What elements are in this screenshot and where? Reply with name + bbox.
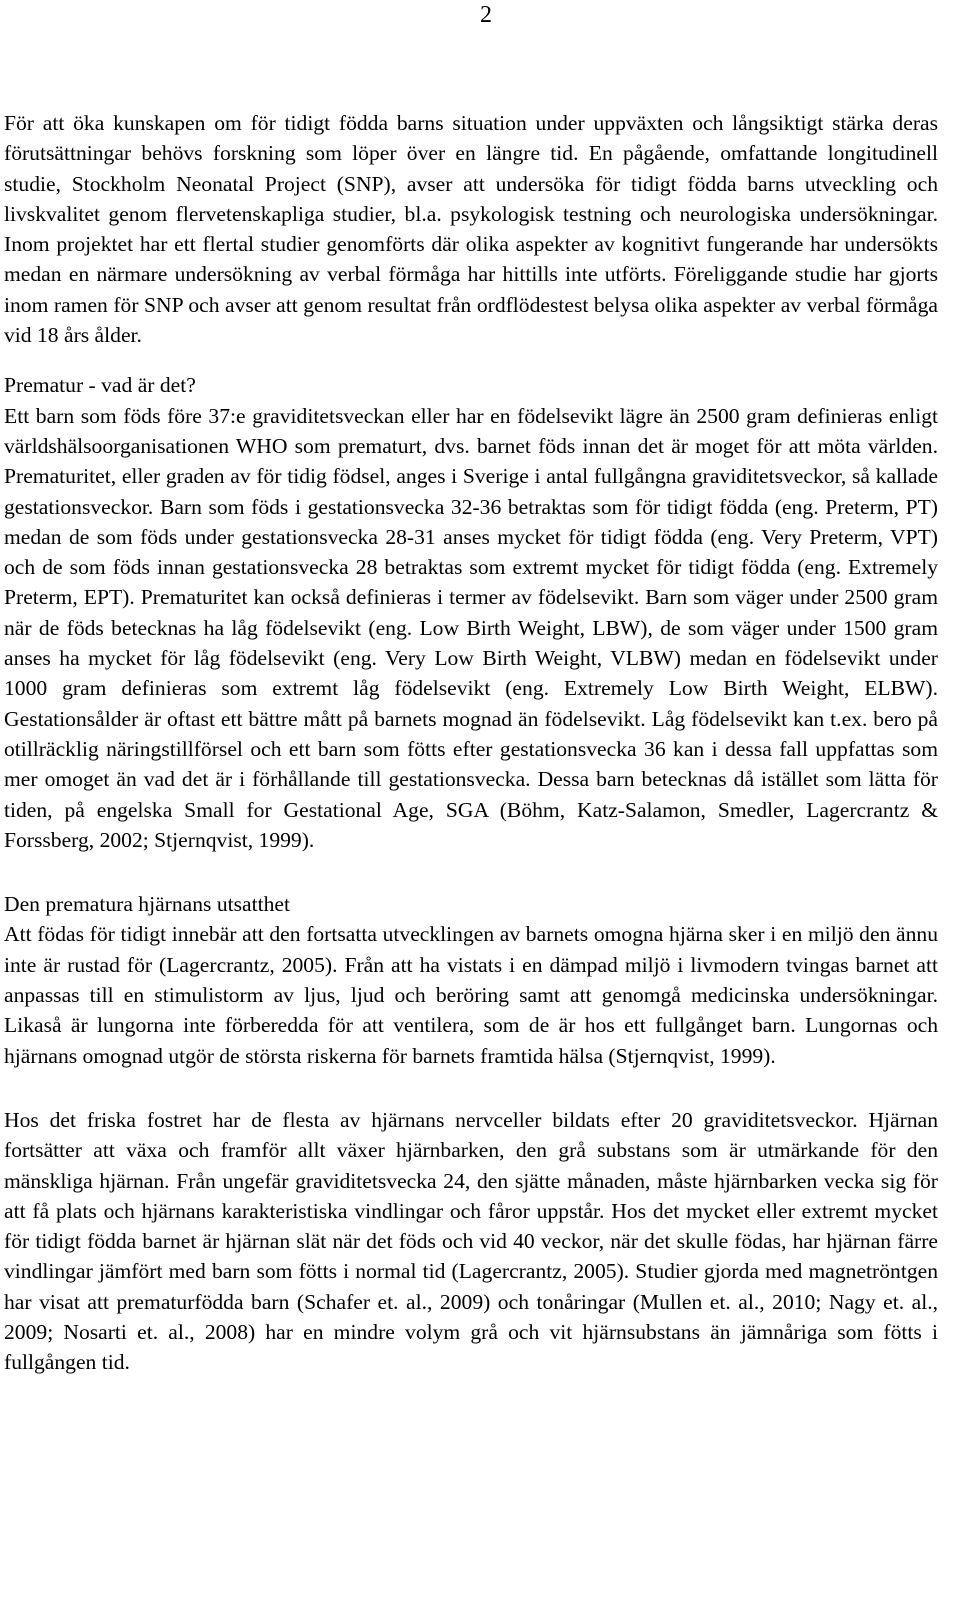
hjarna-paragraph-1: Att födas för tidigt innebär att den fortsatta utvecklingen av barnets omogna hjärna sker i en miljö den ännu inte är rustad för (Lagercrantz, 2005). Från att ha vistats i en dämpad miljö i livmodern tvingas barnet att anpassas till en stimulistorm av ljus, ljud och beröring samt att genomgå medicinska undersökningar. Likaså är lungorna inte förberedda för att ventilera, som de är hos ett fullgånget barn. Lungornas och hjärnans omognad utgör de största riskerna för barnets framtida hälsa (Stjernqvist, 1999). [4, 922, 938, 1068]
document-body [4, 108, 938, 1378]
heading-hjarna: Den prematura hjärnans utsatthet [4, 892, 291, 917]
prematur-paragraph: Ett barn som föds före 37:e graviditetsveckan eller har en födelsevikt lägre än 2500 gram definieras enligt världshälsoorganisationen WHO som prematurt, dvs. barnet föds innan det är moget för att möta världen. Prematuritet, eller graden av för tidig födsel, anges i Sverige i antal fullgångna graviditetsveckor, så kallade gestationsveckor. Barn som föds i gestationsvecka 32-36 betraktas som för tidigt födda (eng. Preterm, PT) medan de som föds under gestationsvecka 28-31 anses mycket för tidigt födda (eng. Very Preterm, VPT) och de som föds innan gestationsvecka 28 betraktas som extremt mycket för tidigt födda (eng. Extremely Preterm, EPT). Prematuritet kan också definieras i termer av födelsevikt. Barn som väger under 2500 gram när de föds betecknas ha låg födelsevikt (eng. Low Birth Weight, LBW), de som väger under 1500 gram anses ha mycket för låg födelsevikt (eng. Very Low Birth Weight, VLBW) medan en födelsevikt under 1000 gram definieras som extremt låg födelsevikt (eng. Extremely Low Birth Weight, ELBW). Gestationsålder är oftast ett bättre mått på barnets mognad än födelsevikt. Låg födelsevikt kan t.ex. bero på otillräcklig näringstillförsel och ett barn som fötts efter gestationsvecka 36 kan i dessa fall uppfattas som mer omoget än vad det är i förhållande till gestationsvecka. Dessa barn betecknas då istället som lätta för tiden, på engelska Small for Gestational Age, SGA (Böhm, Katz-Salamon, Smedler, Lagercrantz & Forssberg, 2002; Stjernqvist, 1999). [4, 403, 938, 852]
page-number: 2 [480, 2, 492, 28]
intro-paragraph: För att öka kunskapen om för tidigt födda barns situation under uppväxten och långsiktigt stärka deras förutsättningar behövs forskning som löper över en längre tid. En pågående, omfattande longitudinell studie, Stockholm Neonatal Project (SNP), avser att undersöka för tidigt födda barns utveckling och livskvalitet genom flervetenskapliga studier, bl.a. psykologisk testning och neurologiska undersökningar. Inom projektet har ett flertal studier genomförts där olika aspekter av kognitivt fungerande har undersökts medan en närmare undersökning av verbal förmåga har hittills inte utförts. Föreliggande studie har gjorts inom ramen för SNP och avser att genom resultat från ordflödestest belysa olika aspekter av verbal förmåga vid 18 års ålder. [4, 111, 938, 348]
hjarna-paragraph-2: Hos det friska fostret har de flesta av hjärnans nervceller bildats efter 20 graviditetsveckor. Hjärnan fortsätter att växa och framför allt växer hjärnbarken, den grå substans som är utmärkande för den mänskliga hjärnan. Från ungefär graviditetsvecka 24, den sjätte månaden, måste hjärnbarken vecka sig för att få plats och hjärnans karakteristiska vindlingar och fåror uppstår. Hos det mycket eller extremt mycket för tidigt födda barnet är hjärnan slät när det föds och vid 40 veckor, när det skulle födas, har hjärnan färre vindlingar jämfört med barn som fötts i normal tid (Lagercrantz, 2005). Studier gjorda med magnetröntgen har visat att prematurfödda barn (Schafer et. al., 2009) och tonåringar (Mullen et. al., 2010; Nagy et. al., 2009; Nosarti et. al., 2008) har en mindre volym grå och vit hjärnsubstans än jämnåriga som fötts i fullgången tid. [4, 1107, 938, 1375]
heading-prematur: Prematur - vad är det? [4, 373, 196, 398]
